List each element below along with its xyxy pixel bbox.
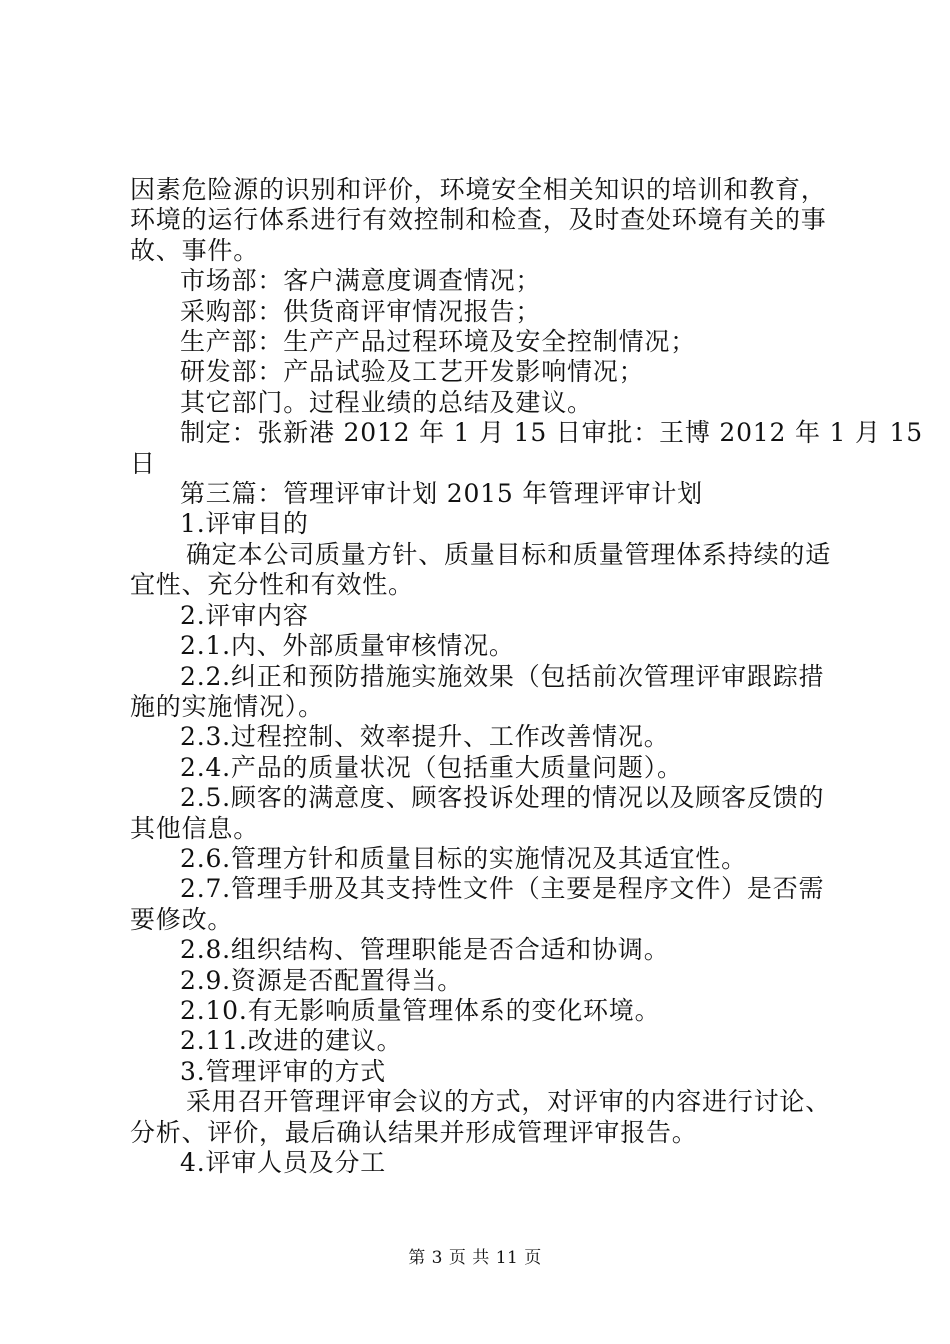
- text-line: 2.4.产品的质量状况（包括重大质量问题）。: [180, 752, 683, 782]
- page-number-footer: 第 3 页 共 11 页: [408, 1248, 542, 1268]
- text-line: 制定：张新港 2012 年 1 月 15 日审批：王博 2012 年 1 月 15: [180, 418, 923, 448]
- text-line: 要修改。: [130, 904, 234, 934]
- text-line: 2.3.过程控制、效率提升、工作改善情况。: [180, 722, 670, 752]
- text-line: 2.5.顾客的满意度、顾客投诉处理的情况以及顾客反馈的: [180, 783, 825, 813]
- text-line: 2.8.组织结构、管理职能是否合适和协调。: [180, 935, 670, 965]
- text-line: 2.2.纠正和预防措施实施效果（包括前次管理评审跟踪措: [180, 661, 825, 691]
- text-line: 2.10.有无影响质量管理体系的变化环境。: [180, 995, 661, 1025]
- document-body: [130, 175, 923, 1178]
- text-line: 研发部：产品试验及工艺开发影响情况；: [180, 357, 645, 387]
- text-line: 采购部：供货商评审情况报告；: [180, 296, 542, 326]
- text-line: 其他信息。: [130, 813, 260, 843]
- text-line: 1.评审目的: [180, 509, 309, 539]
- text-line: 故、事件。: [130, 235, 260, 265]
- text-line: 因素危险源的识别和评价，环境安全相关知识的培训和教育，: [130, 175, 827, 204]
- text-line: 环境的运行体系进行有效控制和检查，及时查处环境有关的事: [130, 205, 827, 235]
- text-line: 2.评审内容: [180, 600, 309, 630]
- text-line: 确定本公司质量方针、质量目标和质量管理体系持续的适: [186, 539, 832, 569]
- text-line: 其它部门。过程业绩的总结及建议。: [180, 387, 593, 417]
- text-line: 3.管理评审的方式: [180, 1056, 387, 1086]
- text-line: 4.评审人员及分工: [180, 1148, 387, 1177]
- text-line: 2.6.管理方针和质量目标的实施情况及其适宜性。: [180, 843, 747, 873]
- text-line: 2.11.改进的建议。: [180, 1026, 403, 1056]
- text-line: 分析、评价，最后确认结果并形成管理评审报告。: [130, 1117, 698, 1147]
- text-line: 2.7.管理手册及其支持性文件（主要是程序文件）是否需: [180, 874, 825, 904]
- text-line: 施的实施情况）。: [130, 691, 324, 721]
- section-heading: 第三篇：管理评审计划 2015 年管理评审计划: [180, 479, 703, 509]
- text-line: 生产部：生产产品过程环境及安全控制情况；: [180, 327, 697, 357]
- text-line: 日: [130, 448, 156, 478]
- text-line: 宜性、充分性和有效性。: [130, 570, 414, 600]
- text-line: 采用召开管理评审会议的方式，对评审的内容进行讨论、: [186, 1087, 832, 1117]
- text-line: 市场部：客户满意度调查情况；: [180, 266, 542, 296]
- text-line: 2.1.内、外部质量审核情况。: [180, 631, 515, 661]
- text-line: 2.9.资源是否配置得当。: [180, 965, 464, 995]
